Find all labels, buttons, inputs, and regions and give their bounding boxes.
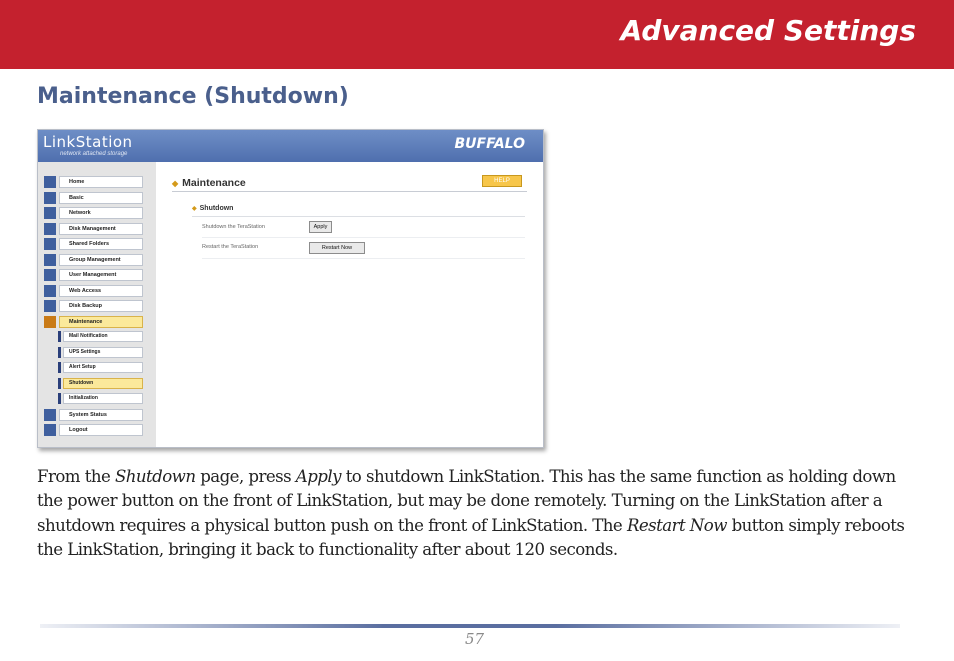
- sidebar-item-basic[interactable]: [44, 192, 144, 204]
- tools-icon: [44, 316, 56, 328]
- text: button simply reboots the LinkStation, bringing it back to functionality after about 120 seconds.: [37, 515, 905, 560]
- sidebar-item-home[interactable]: [44, 176, 144, 188]
- sidebar-item-label: Disk Backup: [59, 300, 143, 312]
- sidebar-item-user-management[interactable]: [44, 269, 144, 281]
- sidebar-item-label: Basic: [59, 192, 143, 204]
- emphasis-shutdown: Shutdown: [114, 467, 196, 486]
- sidebar-item-label: Maintenance: [59, 316, 143, 328]
- sidebar-subitem-mail-notification[interactable]: [44, 331, 144, 342]
- sidebar-item-group-management[interactable]: [44, 254, 144, 266]
- sidebar-subitem-alert-setup[interactable]: [44, 362, 144, 373]
- sidebar-subitem-label: Mail Notification: [63, 331, 143, 342]
- sidebar-subitem-initialization[interactable]: [44, 393, 144, 404]
- page-title-text: Maintenance: [182, 177, 246, 189]
- sidebar-subitem-shutdown[interactable]: [44, 378, 144, 389]
- subitem-marker: [58, 347, 61, 358]
- sidebar-item-shared-folders[interactable]: [44, 238, 144, 250]
- buffalo-logo: BUFFALO: [454, 136, 525, 152]
- screenshot-header: [38, 130, 543, 162]
- title-divider: [172, 191, 527, 192]
- emphasis-apply: Apply: [295, 467, 341, 486]
- sidebar-item-label: Group Management: [59, 254, 143, 266]
- user-icon: [44, 269, 56, 281]
- status-icon: [44, 409, 56, 421]
- sidebar-item-disk-management[interactable]: [44, 223, 144, 235]
- subsection-divider: [192, 216, 525, 217]
- linkstation-logo-subtitle: network attached storage: [60, 151, 128, 157]
- bullet-icon: ◆: [192, 206, 197, 212]
- emphasis-restart-now: Restart Now: [626, 515, 727, 535]
- logout-icon: [44, 424, 56, 436]
- bullet-icon: ◆: [172, 179, 179, 188]
- sidebar-item-label: Shared Folders: [59, 238, 143, 250]
- section-title: Maintenance (Shutdown): [37, 84, 349, 109]
- sidebar-subitem-label: Initialization: [63, 393, 143, 404]
- subsection-title-text: Shutdown: [199, 205, 234, 212]
- page-number: 57: [465, 630, 485, 648]
- main-content: [156, 162, 543, 447]
- restart-label: Restart the TeraStation: [202, 244, 259, 250]
- sidebar-item-web-access[interactable]: [44, 285, 144, 297]
- backup-icon: [44, 300, 56, 312]
- sidebar-item-label: Web Access: [59, 285, 143, 297]
- footer-divider: [40, 624, 900, 628]
- folder-icon: [44, 238, 56, 250]
- subitem-marker: [58, 331, 61, 342]
- sidebar-item-label: Disk Management: [59, 223, 143, 235]
- sidebar-item-logout[interactable]: [44, 424, 144, 436]
- restart-now-button[interactable]: Restart Now: [309, 242, 365, 254]
- sidebar-item-label: User Management: [59, 269, 143, 281]
- sidebar-subitem-label: Shutdown: [63, 378, 143, 389]
- header-title: Advanced Settings: [620, 14, 916, 47]
- web-icon: [44, 285, 56, 297]
- sidebar-item-label: Network: [59, 207, 143, 219]
- text: to shutdown LinkStation. This has the same function as holding down the power button on the front of LinkStation, but may be done remotely. Turning on the LinkStation after a shutdown requires a physical button push on the front of LinkStation. The: [37, 467, 896, 535]
- shutdown-label: Shutdown the TeraStation: [202, 224, 265, 230]
- group-icon: [44, 254, 56, 266]
- home-icon: [44, 176, 56, 188]
- text: From the: [37, 467, 115, 486]
- sidebar-subitem-label: UPS Settings: [63, 347, 143, 358]
- apply-button[interactable]: Apply: [309, 221, 332, 233]
- sidebar-nav: [44, 176, 144, 440]
- sidebar-item-network[interactable]: [44, 207, 144, 219]
- row-divider: [202, 237, 525, 238]
- description-paragraph: [37, 465, 917, 563]
- sidebar-subitem-ups-settings[interactable]: [44, 347, 144, 358]
- page-title: [172, 177, 246, 189]
- sidebar-item-disk-backup[interactable]: [44, 300, 144, 312]
- linkstation-logo: LinkStation: [43, 133, 133, 151]
- row-divider: [202, 258, 525, 259]
- sidebar-item-maintenance[interactable]: [44, 316, 144, 328]
- sidebar-item-label: Logout: [59, 424, 143, 436]
- subitem-marker: [58, 362, 61, 373]
- sidebar-item-system-status[interactable]: [44, 409, 144, 421]
- header-banner: [0, 0, 954, 69]
- sidebar-subitem-label: Alert Setup: [63, 362, 143, 373]
- disk-icon: [44, 223, 56, 235]
- sidebar: [38, 162, 156, 447]
- subitem-marker: [58, 378, 61, 389]
- help-button[interactable]: HELP: [482, 175, 522, 187]
- sidebar-item-label: Home: [59, 176, 143, 188]
- subsection-title: [192, 205, 233, 212]
- network-icon: [44, 207, 56, 219]
- sidebar-item-label: System Status: [59, 409, 143, 421]
- subitem-marker: [58, 393, 61, 404]
- linkstation-screenshot: [37, 129, 544, 448]
- text: page, press: [195, 467, 296, 486]
- basic-icon: [44, 192, 56, 204]
